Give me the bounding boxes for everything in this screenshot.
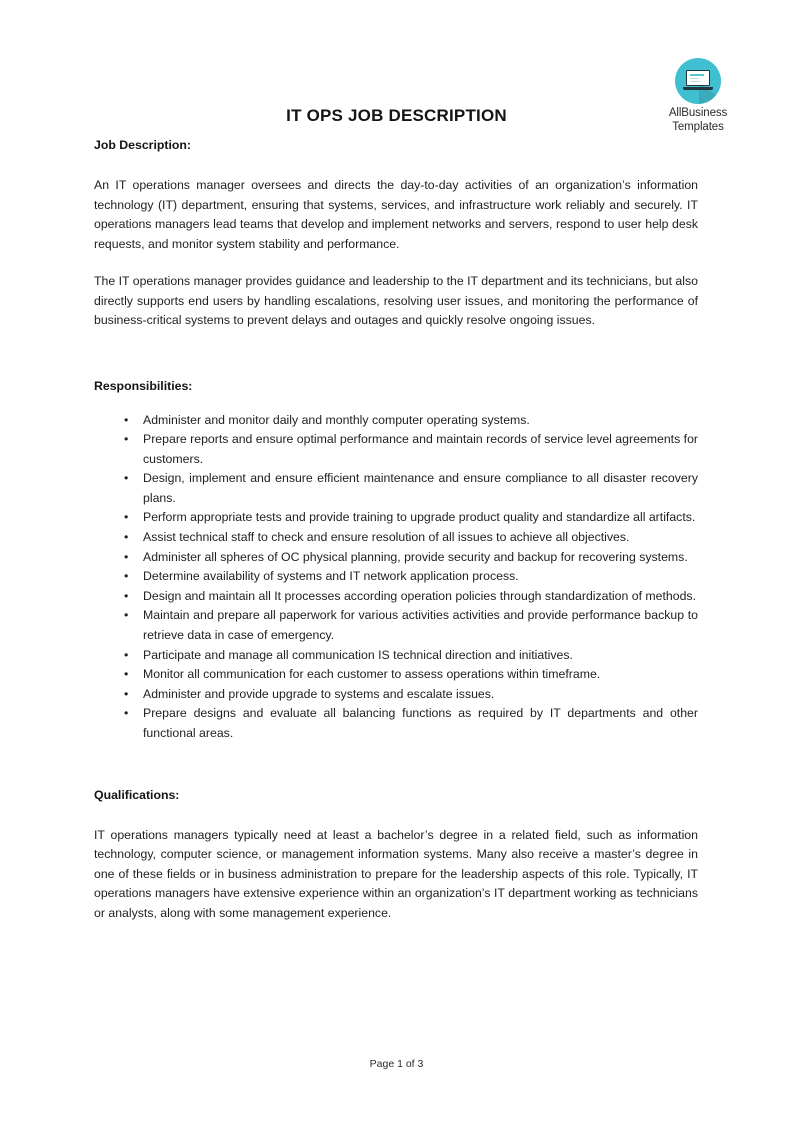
list-item bbox=[94, 528, 698, 548]
job-description-paragraph-1: An IT operations manager oversees and directs the day-to-day activities of an organization’s information technology (IT) department, ensuring that systems, services, and infrastructure work reliably and securely. IT operations managers lead teams that develop and implement networks and servers, respond to user help desk requests, and monitor system stability and performance. bbox=[94, 178, 698, 251]
laptop-base bbox=[683, 87, 713, 90]
bullet-icon: • bbox=[124, 510, 129, 525]
document-body bbox=[94, 138, 698, 923]
bullet-icon: • bbox=[124, 412, 129, 427]
laptop-screen bbox=[686, 70, 710, 86]
heading-job-description: Job Description: bbox=[94, 138, 192, 152]
list-item bbox=[94, 411, 698, 431]
list-item bbox=[94, 587, 698, 607]
heading-qualifications: Qualifications: bbox=[94, 787, 180, 802]
heading-responsibilities: Responsibilities: bbox=[94, 378, 193, 393]
logo-text-line-2: Templates bbox=[672, 120, 724, 133]
laptop-screen-line-2 bbox=[690, 78, 699, 80]
list-item bbox=[94, 665, 698, 685]
list-item-text: Design and maintain all It processes according operation policies through standardization of methods. bbox=[143, 588, 696, 603]
responsibilities-list bbox=[94, 411, 698, 744]
list-item-text: Administer all spheres of OC physical planning, provide security and backup for recovering systems. bbox=[143, 549, 688, 564]
list-item bbox=[94, 606, 698, 645]
list-item bbox=[94, 430, 698, 469]
bullet-icon: • bbox=[124, 588, 129, 603]
bullet-icon: • bbox=[124, 471, 129, 486]
laptop-screen-line-1 bbox=[690, 74, 704, 76]
laptop-glyph bbox=[683, 70, 713, 92]
list-item bbox=[94, 567, 698, 587]
list-item-text: Perform appropriate tests and provide training to upgrade product quality and standardize all artifacts. bbox=[143, 510, 696, 525]
list-item bbox=[94, 508, 698, 528]
job-description-paragraph-2: The IT operations manager provides guidance and leadership to the IT department and its technicians, but also directly supports end users by handling escalations, resolving user issues, and monitoring the performance of business-critical systems to prevent delays and outages and quickly resolve ongoing issues. bbox=[94, 274, 698, 327]
bullet-icon: • bbox=[124, 706, 129, 721]
list-item bbox=[94, 646, 698, 666]
list-item-text: Monitor all communication for each customer to assess operations within timeframe. bbox=[143, 667, 601, 682]
list-item-text: Prepare designs and evaluate all balancing functions as required by IT departments and other functional areas. bbox=[143, 706, 698, 740]
list-item bbox=[94, 469, 698, 508]
list-item-text: Administer and monitor daily and monthly computer operating systems. bbox=[143, 412, 530, 427]
list-item bbox=[94, 704, 698, 743]
bullet-icon: • bbox=[124, 647, 129, 662]
list-item-text: Determine availability of systems and IT network application process. bbox=[143, 569, 519, 584]
laptop-icon bbox=[675, 58, 721, 104]
list-item bbox=[94, 548, 698, 568]
bullet-icon: • bbox=[124, 432, 129, 447]
list-item-text: Design, implement and ensure efficient maintenance and ensure compliance to all disaster recovery plans. bbox=[143, 471, 698, 505]
logo-text-line-1: AllBusiness bbox=[668, 107, 728, 119]
bullet-icon: • bbox=[124, 569, 129, 584]
list-item-text: Prepare reports and ensure optimal performance and maintain records of service level agreements for customers. bbox=[143, 432, 699, 466]
page-footer: Page 1 of 3 bbox=[369, 1058, 424, 1070]
list-item-text: Assist technical staff to check and ensure resolution of all issues to achieve all objectives. bbox=[143, 530, 630, 545]
bullet-icon: • bbox=[124, 530, 129, 545]
qualifications-paragraph-1: IT operations managers typically need at least a bachelor’s degree in a related field, such as information technology, computer science, or management information systems. Many also receive a master’s degree in one of these fields or in business administration to prepare for the leadership aspects of this role. Typically, IT operations managers have extensive experience within an organization’s IT department working as technicians or analysts, along with some management experience. bbox=[94, 827, 698, 920]
list-item bbox=[94, 685, 698, 705]
list-item-text: Maintain and prepare all paperwork for various activities activities and provide performance backup to retrieve data in case of emergency. bbox=[143, 608, 698, 643]
bullet-icon: • bbox=[124, 667, 129, 682]
list-item-text: Participate and manage all communication IS technical direction and initiatives. bbox=[143, 647, 573, 662]
bullet-icon: • bbox=[124, 549, 129, 564]
list-item-text: Administer and provide upgrade to systems and escalate issues. bbox=[143, 686, 495, 701]
laptop-screen-line-3 bbox=[690, 81, 701, 83]
bullet-icon: • bbox=[124, 686, 129, 701]
page-title: IT OPS JOB DESCRIPTION bbox=[286, 106, 507, 125]
bullet-icon: • bbox=[124, 608, 129, 623]
